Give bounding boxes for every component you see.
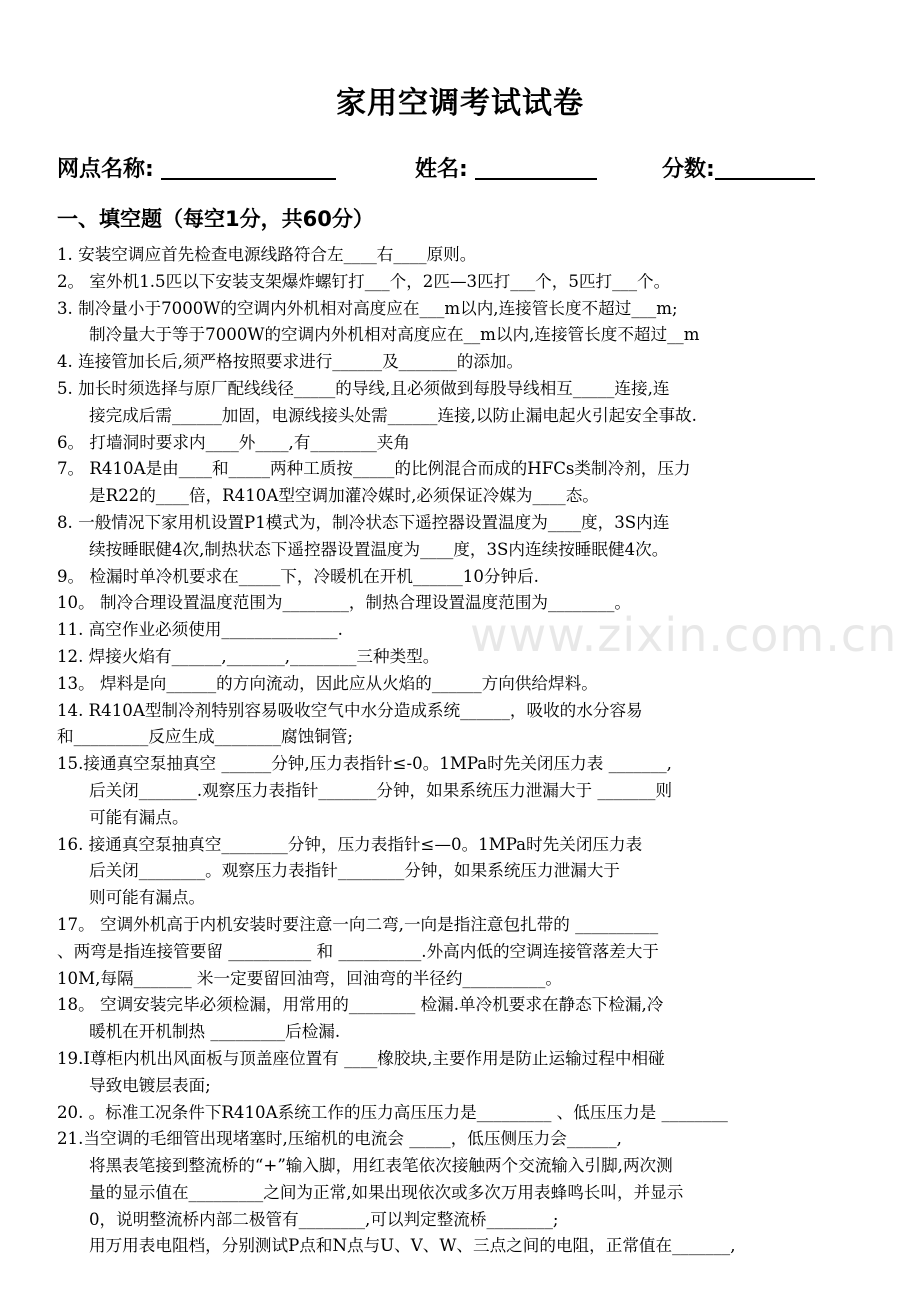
question-line: 4. 连接管加长后,须严格按照要求进行______及_______的添加。 (57, 352, 524, 372)
question-line: 0，说明整流桥内部二极管有________,可以判定整流桥________; (89, 1209, 559, 1229)
question-line: 将黑表笔接到整流桥的“+”输入脚，用红表笔依次接触两个交流输入引脚,两次测 (89, 1156, 673, 1176)
section-heading: 一、填空题（每空1分，共60分） (57, 207, 374, 231)
question-line: 、两弯是指连接管要留 __________ 和 __________.外高内低的空调连接管落差大于 (57, 941, 659, 961)
question-line: 导致电镀层表面; (89, 1075, 211, 1095)
question-line: 量的显示值在_________之间为正常,如果出现依次或多次万用表蜂鸣长叫，并显示 (89, 1182, 684, 1202)
score-label: 分数: (662, 157, 715, 182)
outlet-name-blank[interactable] (161, 156, 336, 180)
question-line: 5. 加长时须选择与原厂配线线径_____的导线,且必须做到每股导线相互_____连接,连 (57, 378, 670, 398)
question-line: 后关闭________。观察压力表指针________分钟，如果系统压力泄漏大于 (89, 861, 620, 881)
person-name-label: 姓名: (415, 157, 468, 182)
question-line: 14. R410A型制冷剂特别容易吸收空气中水分造成系统______，吸收的水分容易 (57, 700, 643, 720)
question-line: 15.接通真空泵抽真空 ______分钟,压力表指针≤-0。1MPa时先关闭压力表 _______, (57, 754, 672, 774)
person-name-field (415, 152, 597, 183)
exam-title: 家用空调考试试卷 (336, 86, 584, 121)
question-line: 后关闭_______.观察压力表指针_______分钟，如果系统压力泄漏大于 _______则 (89, 780, 673, 800)
header-fields (57, 152, 877, 192)
question-line: 16. 接通真空泵抽真空________分钟，压力表指针≤—0。1MPa时先关闭压力表 (57, 834, 643, 854)
question-line: 暖机在开机制热 _________后检漏. (89, 1022, 341, 1042)
outlet-name-label: 网点名称: (57, 157, 154, 182)
question-line: 10M,每隔_______ 米一定要留回油弯，回油弯的半径约__________。 (57, 968, 562, 988)
question-line: 18。 空调安装完毕必须检漏，用常用的________ 检漏.单冷机要求在静态下检漏,冷 (57, 995, 664, 1015)
question-line: 11. 高空作业必须使用______________. (57, 620, 343, 640)
question-line: 17。 空调外机高于内机安装时要注意一向二弯,一向是指注意包扎带的 __________ (57, 914, 659, 934)
question-line: 可能有漏点。 (89, 807, 189, 827)
question-line: 1. 安装空调应首先检查电源线路符合左____右____原则。 (57, 245, 477, 264)
question-line: 则可能有漏点。 (89, 888, 206, 908)
question-line: 10。 制冷合理设置温度范围为________，制热合理设置温度范围为________。 (57, 593, 631, 613)
question-line: 20. 。标准工况条件下R410A系统工作的压力高压压力是_________ 、低压压力是 ________ (57, 1102, 728, 1122)
question-line: 接完成后需______加固，电源线接头处需______连接,以防止漏电起火引起安全事故. (89, 405, 697, 425)
question-line: 续按睡眠健4次,制热状态下遥控器设置温度为____度，3S内连续按睡眠健4次。 (89, 539, 669, 559)
question-line: 制冷量大于等于7000W的空调内外机相对高度应在__m以内,连接管长度不超过__m (89, 325, 700, 345)
question-line: 7。 R410A是由____和_____两种工质按_____的比例混合而成的HFCs类制冷剂，压力 (57, 459, 691, 479)
score-field (662, 152, 815, 183)
question-list (0, 242, 920, 1260)
question-line: 12. 焊接火焰有______,_______,________三种类型。 (57, 646, 440, 666)
person-name-blank[interactable] (475, 156, 597, 180)
question-line: 3. 制冷量小于7000W的空调内外机相对高度应在___m以内,连接管长度不超过___m; (57, 298, 678, 318)
score-blank[interactable] (715, 156, 815, 180)
watermark: www.zixin.com.cn (470, 608, 898, 662)
question-line: 6。 打墙洞时要求内____外____,有________夹角 (57, 432, 410, 452)
question-line: 是R22的____倍，R410A型空调加灌冷媒时,必须保证冷媒为____态。 (89, 486, 599, 506)
question-line: 8. 一般情况下家用机设置P1模式为，制冷状态下遥控器设置温度为____度，3S内连 (57, 512, 670, 532)
question-line: 9。 检漏时单冷机要求在_____下，冷暖机在开机______10分钟后. (57, 566, 539, 586)
question-line: 2。 室外机1.5匹以下安装支架爆炸螺钉打___个，2匹—3匹打___个，5匹打___个。 (57, 271, 671, 291)
question-line: 19.I尊柜内机出风面板与顶盖座位置有 ____橡胶块,主要作用是防止运输过程中相碰 (57, 1048, 665, 1068)
question-line: 和_________反应生成________腐蚀铜管; (57, 727, 353, 747)
question-line: 13。 焊料是向______的方向流动，因此应从火焰的______方向供给焊料。 (57, 673, 598, 693)
outlet-name-field (57, 152, 336, 183)
question-line: 用万用表电阻档，分别测试P点和N点与U、V、W、三点之间的电阻，正常值在_______, (89, 1236, 736, 1256)
question-line: 21.当空调的毛细管出现堵塞时,压缩机的电流会 _____，低压侧压力会______, (57, 1129, 622, 1149)
